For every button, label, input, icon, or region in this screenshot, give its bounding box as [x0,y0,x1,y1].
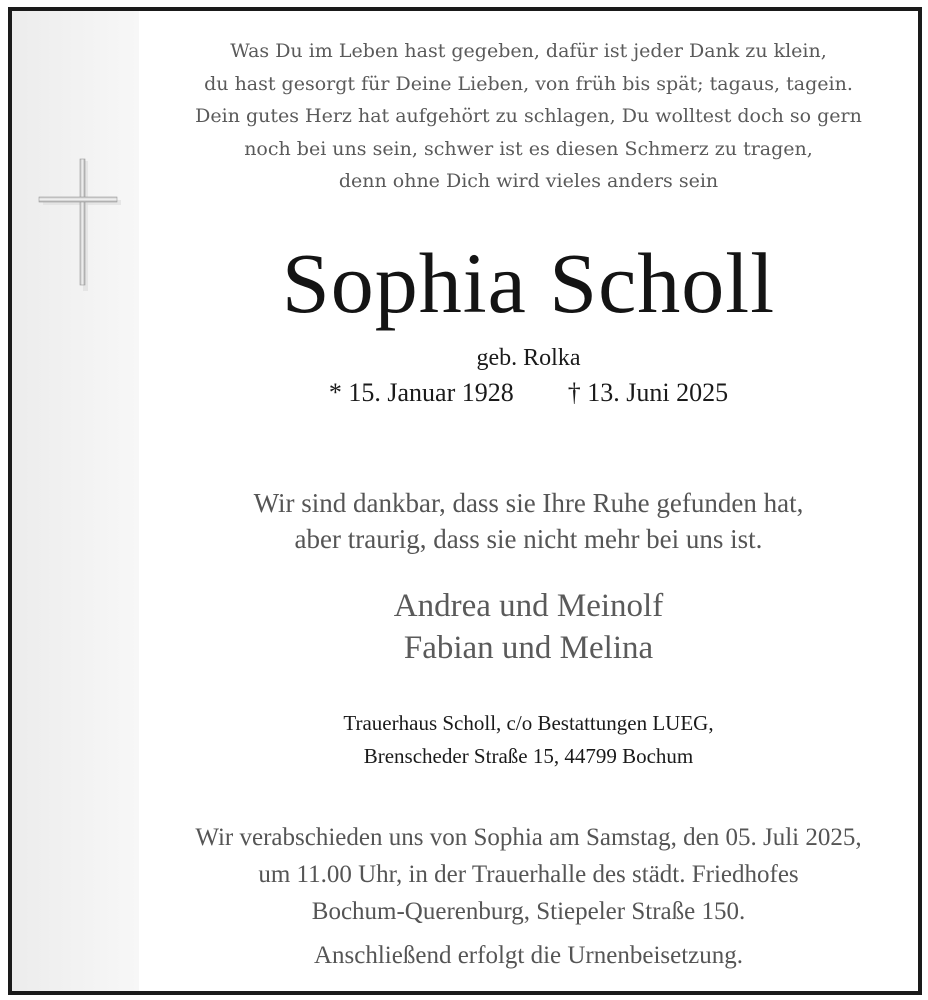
deceased-name: Sophia Scholl [281,235,776,331]
obituary-frame [8,7,922,995]
poem-line: noch bei uns sein, schwer ist es diesen Schmerz zu tragen, [244,137,813,160]
poem-line: du hast gesorgt für Deine Lieben, von früh bis spät; tagaus, tagein. [204,72,853,95]
maiden-name: geb. Rolka [476,345,581,371]
obituary-content [139,11,918,991]
funeral-service-info [139,819,918,930]
urn-burial-note: Anschließend erfolgt die Urnenbeisetzung. [313,942,744,969]
mourner-line: Fabian und Melina [403,630,654,666]
life-dates [139,377,918,409]
birth-date: * 15. Januar 1928 [328,378,514,407]
death-date: † 13. Juni 2025 [567,378,729,407]
saying-line: aber traurig, dass sie nicht mehr bei uns ist. [294,524,763,554]
saying-line: Wir sind dankbar, dass sie Ihre Ruhe gefunden hat, [253,488,804,518]
service-line: Bochum-Querenburg, Stiepeler Straße 150. [311,898,746,925]
poem-line: Dein gutes Herz hat aufgehört zu schlagen, Du wolltest doch so gern [195,105,862,127]
mourners [139,585,918,669]
service-line: um 11.00 Uhr, in der Trauerhalle des städt. Friedhofes [258,861,799,888]
saying [139,485,918,557]
address-line: Brenscheder Straße 15, 44799 Bochum [363,744,694,768]
cross-icon [34,155,124,295]
poem-line: Was Du im Leben hast gegeben, dafür ist jeder Dank zu klein, [230,40,827,62]
mourning-address [139,707,918,773]
address-line: Trauerhaus Scholl, c/o Bestattungen LUEG, [343,711,714,735]
poem [139,35,918,198]
service-line: Wir verabschieden uns von Sophia am Samstag, den 05. Juli 2025, [195,824,862,851]
poem-line: denn ohne Dich wird vieles anders sein [338,170,719,192]
mourner-line: Andrea und Meinolf [393,588,664,624]
